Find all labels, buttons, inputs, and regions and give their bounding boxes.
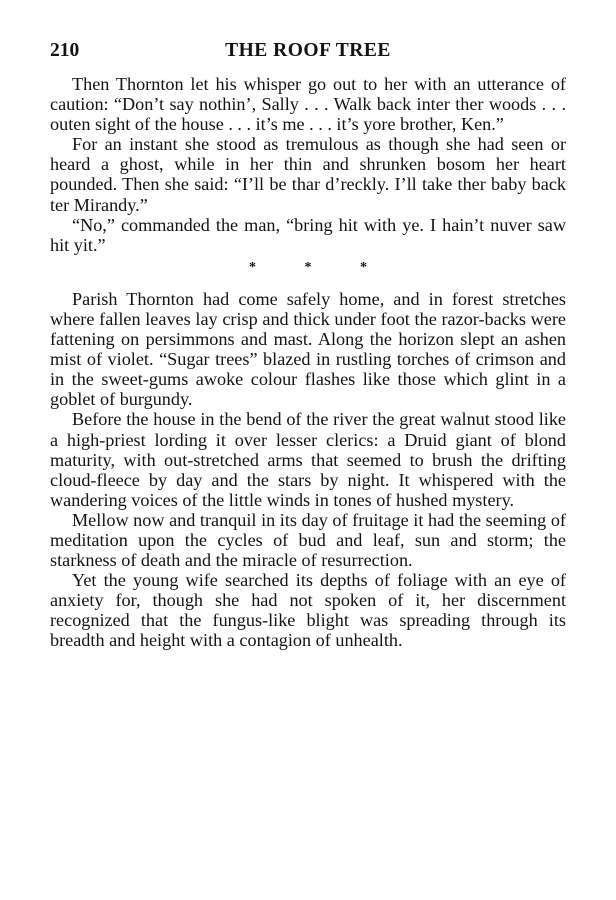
paragraph-walnut: Before the house in the bend of the river the great walnut stood like a high-priest lording it over lesser clerics: a Druid giant of blond maturity, with out-stretched arms that seemed to brush the drifting cloud-fleece by day and the stars by night. It whispered with the wandering voices of the little winds in tones of hushed mystery. <box>50 409 566 510</box>
paragraph-meditation: Mellow now and tranquil in its day of fruitage it had the seeming of meditation upon the cycles of bud and leaf, sun and storm; the starkness of death and the miracle of resurrection. <box>50 509 566 571</box>
section-separator <box>50 255 566 289</box>
paragraph-ghost: For an instant she stood as tremulous as though she had seen or heard a ghost, while in her thin and shrunken bosom her heart pounded. Then she said: “I’ll be thar d’reckly. I’ll take ther baby back ter Mirandy.” <box>50 134 566 215</box>
page-header <box>50 40 566 74</box>
paragraph-command: “No,” commanded the man, “bring hit with ye. I hain’t nuver saw hit yit.” <box>50 214 566 255</box>
separator-asterisk: * <box>360 259 367 275</box>
running-title: THE ROOF TREE <box>225 40 391 61</box>
paragraph-whisper: Then Thornton let his whisper go out to her with an utterance of caution: “Don’t say nothin’, Sally . . . Walk back inter ther woods . . . outen sight of the house . . . it’s me . . . it’s yore brother, Ken.” <box>50 74 566 135</box>
body-text <box>50 74 566 651</box>
separator-asterisk: * <box>304 259 312 275</box>
separator-asterisk: * <box>249 259 256 275</box>
paragraph-blight: Yet the young wife searched its depths of foliage with an eye of anxiety for, though she had not spoken of it, her discernment recognized that the fungus-like blight was spreading through its breadth and height with a contagion of unhealth. <box>50 570 566 651</box>
paragraph-homecoming: Parish Thornton had come safely home, and in forest stretches where fallen leaves lay crisp and thick under foot the razor-backs were fattening on persimmons and mast. Along the horizon slept an ashen mist of violet. “Sugar trees” blazed in rustling torches of crimson and in the sweet-gums awoke colour flashes like those which glint in a goblet of burgundy. <box>50 288 566 410</box>
page-number: 210 <box>50 40 80 61</box>
book-page <box>50 40 566 651</box>
